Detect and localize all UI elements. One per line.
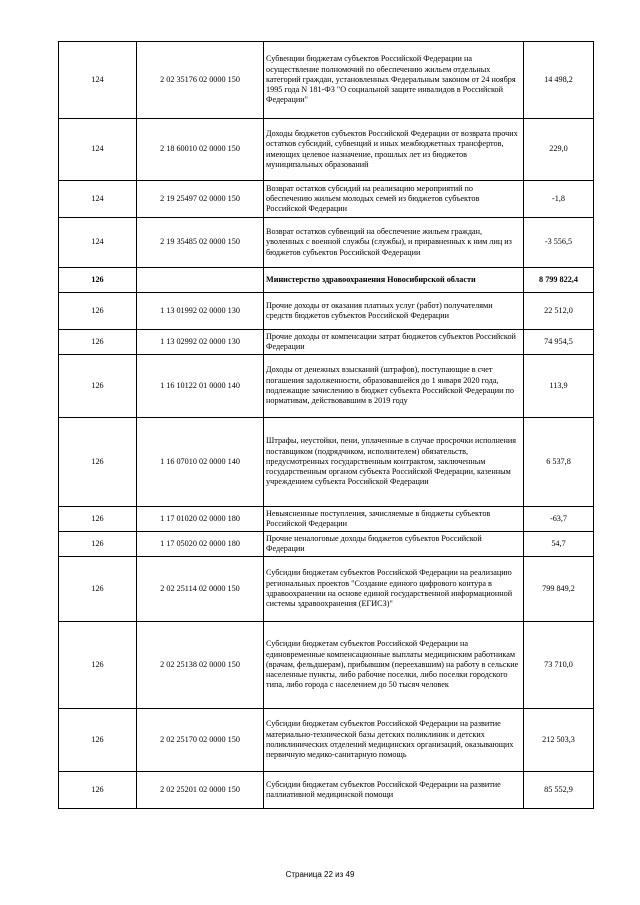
revenue-name-cell: Прочие неналоговые доходы бюджетов субъектов Российской Федерации (264, 532, 524, 557)
revenue-name-cell: Прочие доходы от оказания платных услуг (работ) получателями средств бюджетов субъектов Российской Федерации (264, 293, 524, 330)
revenue-name-cell: Штрафы, неустойки, пени, уплаченные в случае просрочки исполнения поставщиком (подрядчиком, исполнителем) обязательств, предусмотренных государственным контрактом, заключенным государственным органом субъекта Российской Федерации, казенным учреждением субъекта Российской Федерации (264, 418, 524, 507)
table-row (59, 507, 594, 532)
amount-cell: 6 537,8 (524, 418, 594, 507)
revenue-name-cell: Субсидии бюджетам субъектов Российской Федерации на развитие паллиативной медицинской помощи (264, 772, 524, 809)
classification-code-cell: 2 02 25138 02 0000 150 (137, 622, 264, 709)
classification-code-cell: 1 17 01020 02 0000 180 (137, 507, 264, 532)
table-row (59, 268, 594, 293)
revenue-name-cell: Доходы бюджетов субъектов Российской Федерации от возврата прочих остатков субсидий, субвенций и иных межбюджетных трансфертов, имеющих целевое назначение, прошлых лет из бюджетов муниципальных образований (264, 119, 524, 181)
admin-code-cell: 126 (59, 418, 137, 507)
admin-code-cell: 124 (59, 42, 137, 119)
table-row (59, 418, 594, 507)
amount-cell: 799 849,2 (524, 557, 594, 622)
classification-code-cell: 1 16 10122 01 0000 140 (137, 355, 264, 418)
table-row (59, 218, 594, 268)
revenue-name-cell: Субсидии бюджетам субъектов Российской Федерации на единовременные компенсационные выплаты медицинским работникам (врачам, фельдшерам), прибывшим (переехавшим) на работу в сельские населенные пункты, либо рабочие поселки, либо поселки городского типа, либо города с населением до 50 тысяч человек (264, 622, 524, 709)
admin-code-cell: 126 (59, 709, 137, 772)
revenue-name-cell: Возврат остатков субсидий на реализацию мероприятий по обеспечению жильем молодых семей из бюджетов субъектов Российской Федерации (264, 181, 524, 218)
table-row (59, 709, 594, 772)
admin-code-cell: 124 (59, 218, 137, 268)
amount-cell: 74 954,5 (524, 330, 594, 355)
amount-cell: 8 799 822,4 (524, 268, 594, 293)
amount-cell: 54,7 (524, 532, 594, 557)
classification-code-cell: 1 16 07010 02 0000 140 (137, 418, 264, 507)
classification-code-cell: 2 19 35485 02 0000 150 (137, 218, 264, 268)
table-row (59, 622, 594, 709)
classification-code-cell: 2 19 25497 02 0000 150 (137, 181, 264, 218)
amount-cell: 22 512,0 (524, 293, 594, 330)
admin-code-cell: 126 (59, 557, 137, 622)
amount-cell: -1,8 (524, 181, 594, 218)
table-row (59, 42, 594, 119)
classification-code-cell: 2 02 25201 02 0000 150 (137, 772, 264, 809)
classification-code-cell: 1 13 02992 02 0000 130 (137, 330, 264, 355)
amount-cell: -3 556,5 (524, 218, 594, 268)
revenue-name-cell: Субсидии бюджетам субъектов Российской Федерации на развитие материально-технической базы детских поликлиник и детских поликлинических отделений медицинских организаций, оказывающих первичную медико-санитарную помощь (264, 709, 524, 772)
admin-code-cell: 126 (59, 622, 137, 709)
table-row (59, 330, 594, 355)
amount-cell: -63,7 (524, 507, 594, 532)
revenue-name-cell: Возврат остатков субвенций на обеспечение жильем граждан, уволенных с военной службы (службы), и приравненных к ним лиц из бюджетов субъектов Российской Федерации (264, 218, 524, 268)
table-row (59, 181, 594, 218)
amount-cell: 212 503,3 (524, 709, 594, 772)
admin-code-cell: 126 (59, 772, 137, 809)
revenue-table (58, 41, 594, 809)
admin-code-cell: 126 (59, 330, 137, 355)
table-row (59, 772, 594, 809)
revenue-name-cell: Субсидии бюджетам субъектов Российской Федерации на реализацию региональных проектов "Создание единого цифрового контура в здравоохранении на основе единой государственной информационной системы здравоохранения (ЕГИСЗ)" (264, 557, 524, 622)
revenue-name-cell: Невыясненные поступления, зачисляемые в бюджеты субъектов Российской Федерации (264, 507, 524, 532)
revenue-table-body (59, 42, 594, 809)
admin-code-cell: 124 (59, 119, 137, 181)
amount-cell: 14 498,2 (524, 42, 594, 119)
table-row (59, 119, 594, 181)
classification-code-cell: 2 02 25170 02 0000 150 (137, 709, 264, 772)
classification-code-cell: 1 13 01992 02 0000 130 (137, 293, 264, 330)
admin-code-cell: 126 (59, 355, 137, 418)
classification-code-cell (137, 268, 264, 293)
classification-code-cell: 1 17 05020 02 0000 180 (137, 532, 264, 557)
page-number: Страница 22 из 49 (285, 870, 355, 879)
amount-cell: 73 710,0 (524, 622, 594, 709)
admin-code-cell: 126 (59, 293, 137, 330)
table-row (59, 293, 594, 330)
classification-code-cell: 2 02 25114 02 0000 150 (137, 557, 264, 622)
revenue-name-cell: Доходы от денежных взысканий (штрафов), поступающие в счет погашения задолженности, образовавшейся до 1 января 2020 года, подлежащие зачислению в бюджет субъекта Российской Федерации по нормативам, действовавшим в 2019 году (264, 355, 524, 418)
revenue-name-cell: Министерство здравоохранения Новосибирской области (264, 268, 524, 293)
amount-cell: 85 552,9 (524, 772, 594, 809)
table-row (59, 532, 594, 557)
amount-cell: 229,0 (524, 119, 594, 181)
table-row (59, 557, 594, 622)
admin-code-cell: 126 (59, 532, 137, 557)
revenue-name-cell: Субвенции бюджетам субъектов Российской Федерации на осуществление полномочий по обеспечению жильем отдельных категорий граждан, установленных Федеральным законом от 24 ноября 1995 года N 181-ФЗ "О социальной защите инвалидов в Российской Федерации" (264, 42, 524, 119)
amount-cell: 113,9 (524, 355, 594, 418)
table-row (59, 355, 594, 418)
admin-code-cell: 124 (59, 181, 137, 218)
classification-code-cell: 2 18 60010 02 0000 150 (137, 119, 264, 181)
admin-code-cell: 126 (59, 507, 137, 532)
admin-code-cell: 126 (59, 268, 137, 293)
classification-code-cell: 2 02 35176 02 0000 150 (137, 42, 264, 119)
revenue-name-cell: Прочие доходы от компенсации затрат бюджетов субъектов Российской Федерации (264, 330, 524, 355)
